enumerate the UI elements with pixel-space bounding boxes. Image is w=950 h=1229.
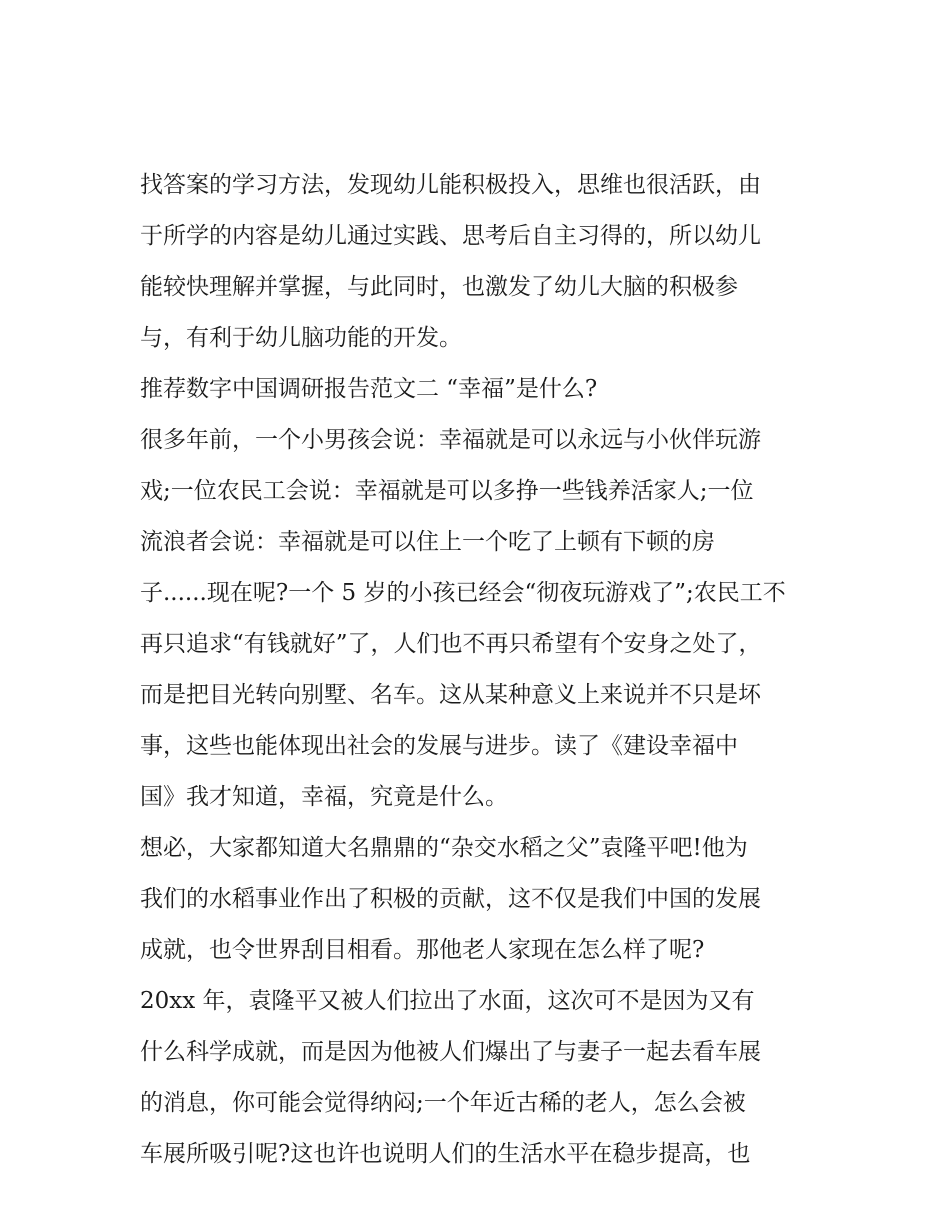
text-line: 的消息，你可能会觉得纳闷;一个年近古稀的老人，怎么会被 — [140, 1090, 746, 1116]
text-line: 想必，大家都知道大名鼎鼎的“杂交水稻之父”袁隆平吧!他为 — [140, 835, 748, 861]
text-line: 子......现在呢?一个 5 岁的小孩已经会“彻夜玩游戏了”;农民工不 — [140, 580, 786, 606]
text-line: 国》我才知道，幸福，究竟是什么。 — [140, 784, 508, 810]
text-line: 什么科学成就，而是因为他被人们爆出了与妻子一起去看车展 — [140, 1039, 761, 1065]
text-line: 事，这些也能体现出社会的发展与进步。读了《建设幸福中 — [140, 733, 738, 759]
text-line: 于所学的内容是幼儿通过实践、思考后自主习得的，所以幼儿 — [140, 223, 761, 249]
text-line: 与，有利于幼儿脑功能的开发。 — [140, 325, 462, 351]
text-line: 我们的水稻事业作出了积极的贡献，这不仅是我们中国的发展 — [140, 886, 761, 912]
text-line: 找答案的学习方法，发现幼儿能积极投入，思维也很活跃，由 — [140, 172, 761, 198]
text-line: 很多年前，一个小男孩会说：幸福就是可以永远与小伙伴玩游 — [140, 427, 761, 453]
text-line: 戏;一位农民工会说：幸福就是可以多挣一些钱养活家人;一位 — [140, 478, 754, 504]
document-body — [140, 160, 820, 1180]
text-line: 能较快理解并掌握，与此同时，也激发了幼儿大脑的积极参 — [140, 274, 738, 300]
text-line: 流浪者会说：幸福就是可以住上一个吃了上顿有下顿的房 — [140, 529, 715, 555]
text-line: 车展所吸引呢?这也许也说明人们的生活水平在稳步提高，也 — [140, 1141, 751, 1167]
text-line: 成就，也令世界刮目相看。那他老人家现在怎么样了呢? — [140, 937, 705, 963]
text-line: 20xx 年，袁隆平又被人们拉出了水面，这次可不是因为又有 — [140, 988, 755, 1014]
section-heading: 推荐数字中国调研报告范文二 “幸福”是什么? — [140, 376, 598, 402]
text-line: 再只追求“有钱就好”了，人们也不再只希望有个安身之处了， — [140, 631, 762, 657]
text-line: 而是把目光转向别墅、名车。这从某种意义上来说并不只是坏 — [140, 682, 761, 708]
